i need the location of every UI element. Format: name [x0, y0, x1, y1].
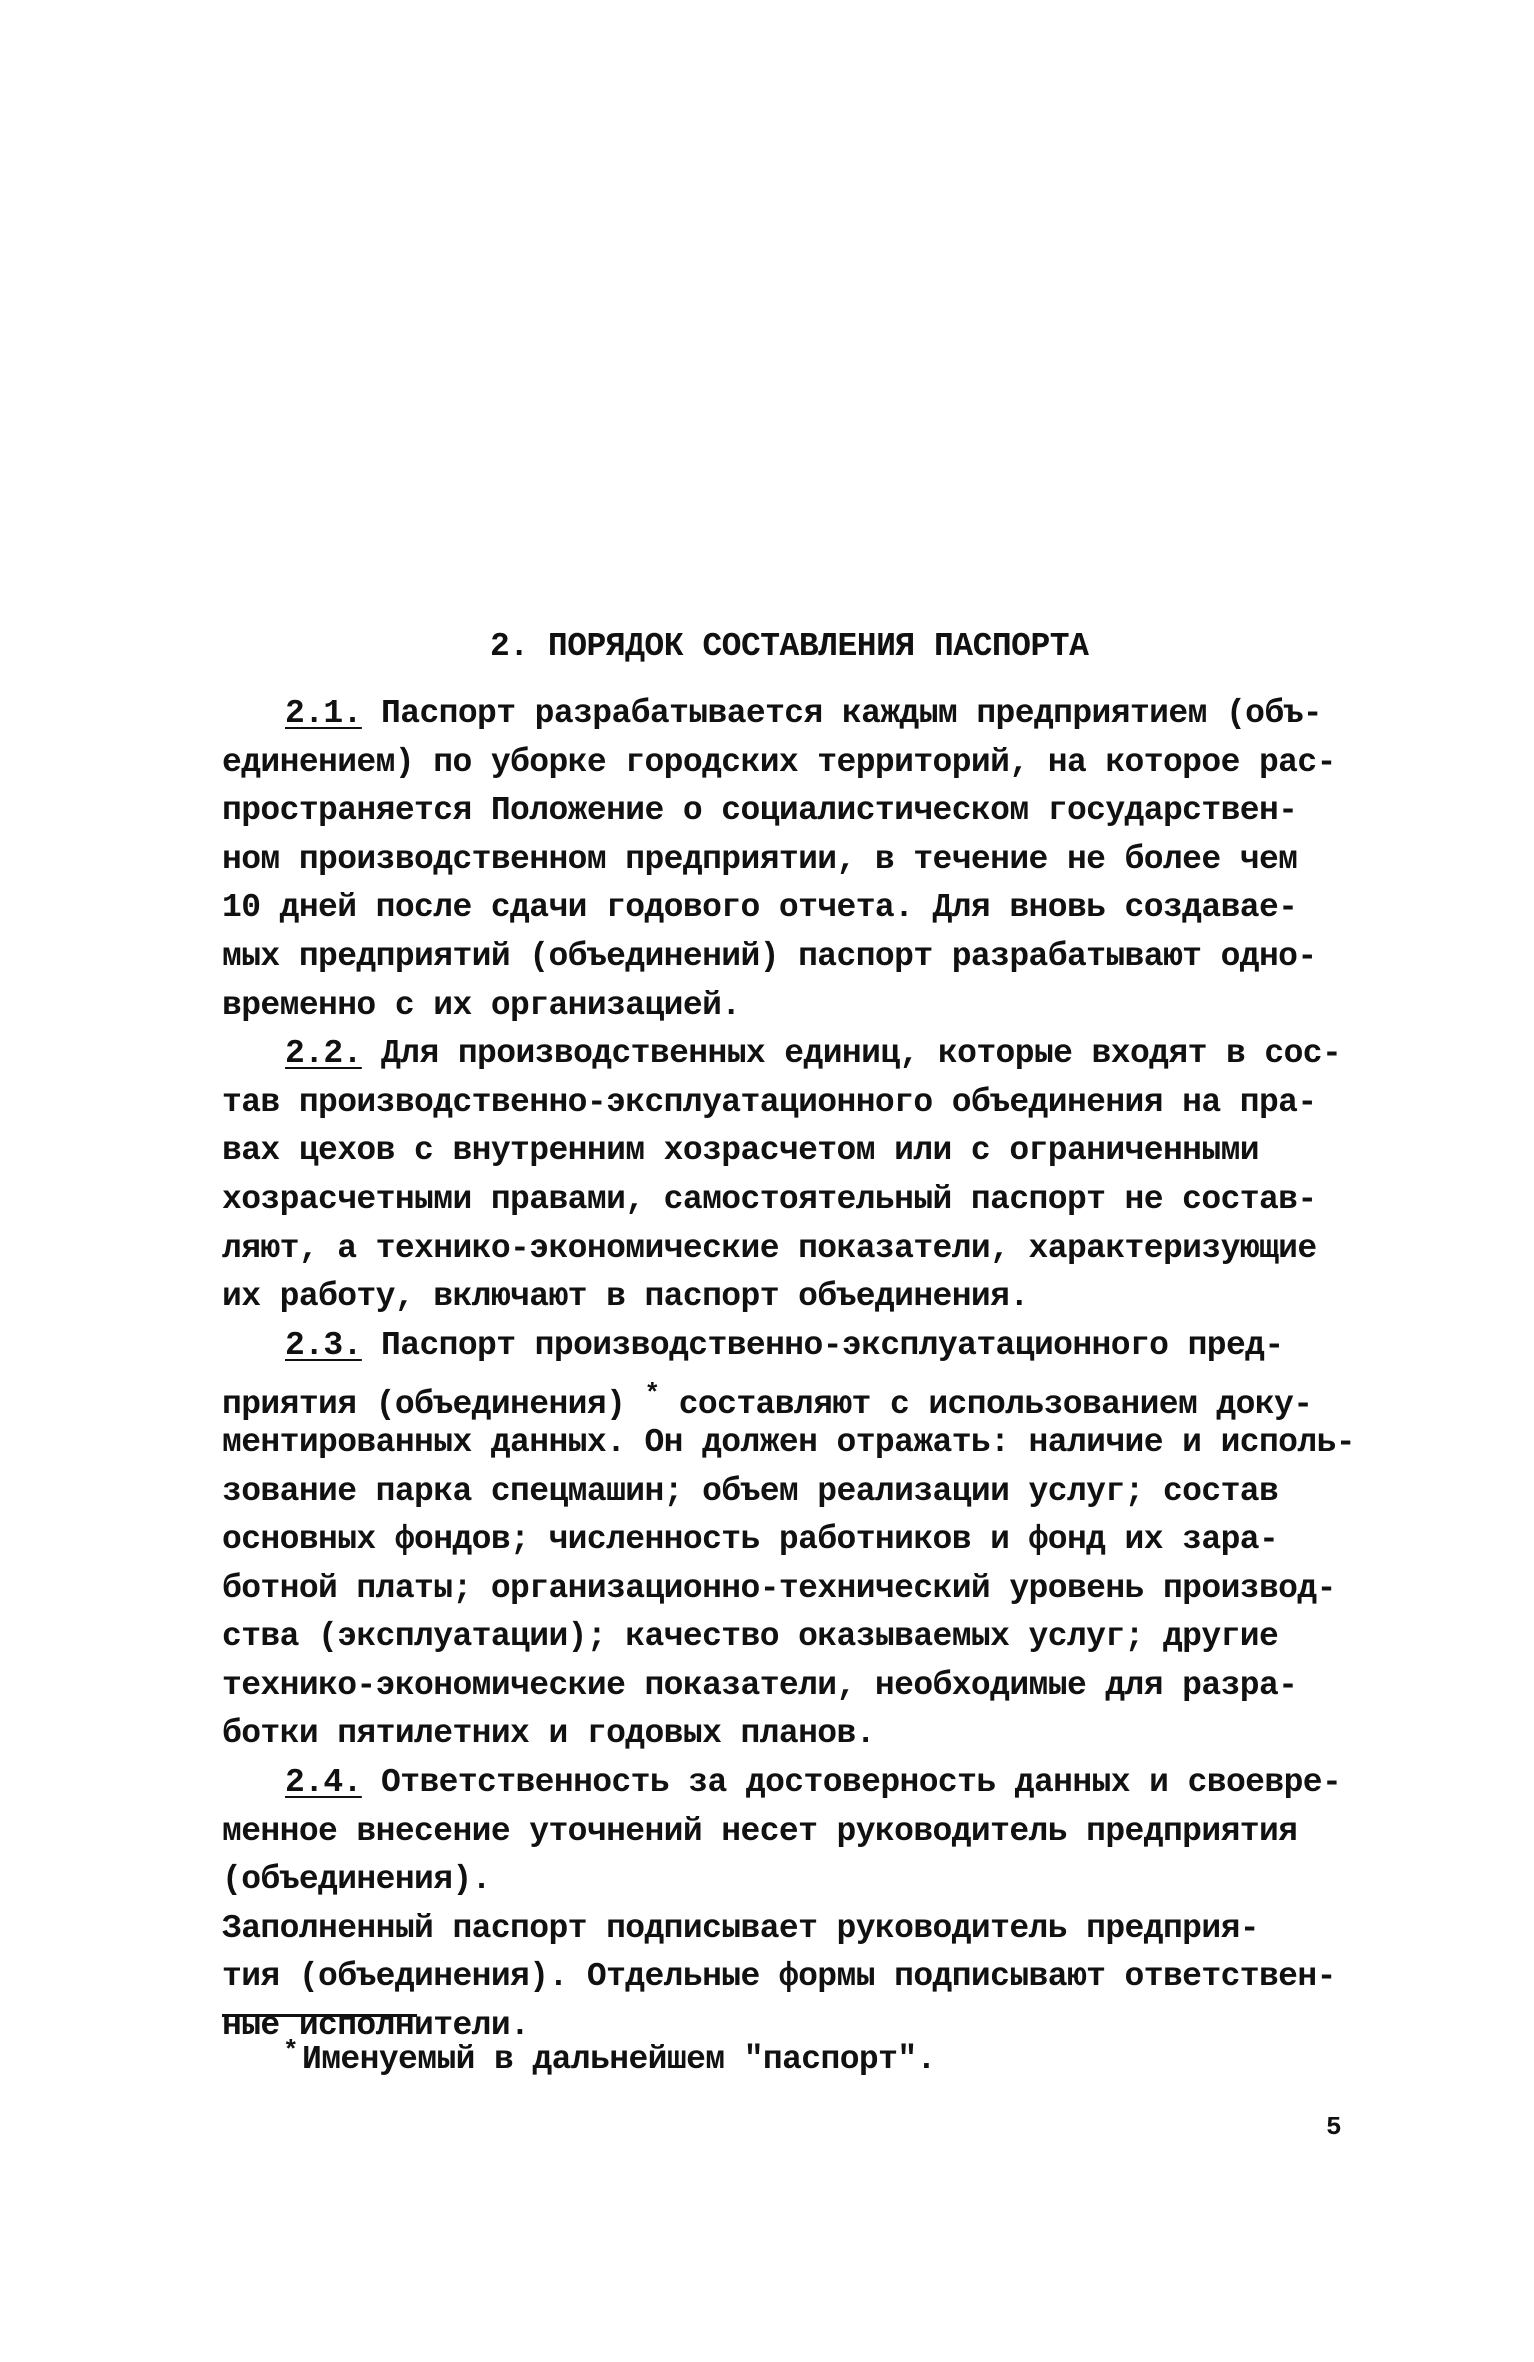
paragraph-number: 2.2. — [285, 1035, 362, 1073]
paragraph-line: приятия (объединения) * составляют с использованием доку- — [222, 1379, 1313, 1424]
paragraph-number: 2.4. — [285, 1764, 362, 1802]
page-number: 5 — [1326, 2112, 1342, 2142]
paragraph-line: тия (объединения). Отдельные формы подписывают ответствен- — [222, 1958, 1336, 1996]
paragraph-first-line: 2.4. Ответственность за достоверность данных и своевре- — [285, 1764, 1342, 1802]
paragraph-2-1 — [222, 690, 1352, 1030]
paragraph-line: ства (эксплуатации); качество оказываемых услуг; другие — [222, 1618, 1279, 1656]
section-title: 2. ПОРЯДОК СОСТАВЛЕНИЯ ПАСПОРТА — [490, 628, 1089, 665]
paragraph-2-3 — [222, 1322, 1355, 1759]
paragraph-line: хозрасчетными правами, самостоятельный паспорт не состав- — [222, 1180, 1317, 1218]
paragraph-line: единением) по уборке городских территорий, на которое рас- — [222, 743, 1336, 781]
paragraph-line: ботки пятилетних и годовых планов. — [222, 1715, 875, 1753]
paragraph-line: ные исполнители. — [222, 2007, 530, 2045]
paragraph-first-line: 2.1. Паспорт разрабатывается каждым предприятием (объ- — [285, 695, 1322, 732]
paragraph-line: ляют, а технико-экономические показатели, характеризующие — [222, 1229, 1317, 1267]
paragraph-line: мых предприятий (объединений) паспорт разрабатывают одно- — [222, 937, 1317, 975]
paragraph-line: ботной платы; организационно-технический уровень производ- — [222, 1569, 1336, 1607]
paragraph-line: технико-экономические показатели, необходимые для разра- — [222, 1666, 1298, 1704]
paragraph-line: основных фондов; численность работников и фонд их зара- — [222, 1521, 1279, 1559]
body-text — [222, 690, 1355, 2051]
paragraph-first-line: 2.2. Для производственных единиц, которые входят в сос- — [285, 1035, 1342, 1073]
footnote-divider — [222, 2014, 417, 2017]
paragraph-line: менное внесение уточнений несет руководитель предприятия — [222, 1812, 1298, 1850]
paragraph-first-line: 2.3. Паспорт производственно-эксплуатационного пред- — [285, 1326, 1284, 1364]
paragraph-2-2 — [222, 1030, 1352, 1322]
footnote-reference: * — [644, 1379, 660, 1410]
paragraph-first-line: Заполненный паспорт подписывает руководитель предприя- — [222, 1909, 1259, 1947]
footnote-mark: * — [283, 2036, 299, 2066]
paragraph-number: 2.1. — [285, 695, 362, 732]
footnote-text: Именуемый в дальнейшем "паспорт". — [302, 2041, 936, 2078]
paragraph-line: ном производственном предприятии, в течение не более чем — [222, 840, 1298, 878]
paragraph-number: 2.3. — [285, 1326, 362, 1364]
paragraph-line: тав производственно-эксплуатационного объединения на пра- — [222, 1083, 1317, 1121]
paragraph-line: (объединения). — [222, 1861, 491, 1899]
paragraph-line: 10 дней после сдачи годового отчета. Для вновь создавае- — [222, 889, 1298, 927]
paragraph-2-4 — [222, 1759, 1352, 1905]
paragraph-line: временно с их организацией. — [222, 986, 741, 1024]
paragraph-line: их работу, включают в паспорт объединения. — [222, 1278, 1029, 1316]
paragraph-closing — [222, 1905, 1352, 2051]
paragraph-line: ментированных данных. Он должен отражать: наличие и исполь- — [222, 1423, 1355, 1461]
paragraph-line: пространяется Положение о социалистическом государствен- — [222, 792, 1298, 830]
footnote — [283, 2036, 936, 2078]
paragraph-line: зование парка спецмашин; объем реализации услуг; состав — [222, 1472, 1279, 1510]
paragraph-line: вах цехов с внутренним хозрасчетом или с ограниченными — [222, 1132, 1259, 1170]
